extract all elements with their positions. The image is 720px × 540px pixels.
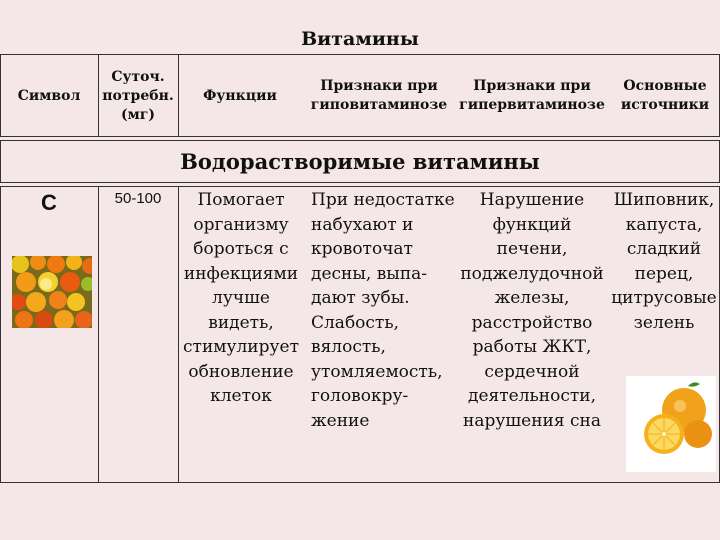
header-hypervitaminosis: Признаки при гипервитаминозе	[459, 78, 605, 113]
header-sources: Основные источники	[620, 78, 710, 113]
row-divider	[0, 186, 1, 482]
row-top-border	[0, 186, 720, 187]
header-symbol: Символ	[17, 87, 81, 104]
hypovitaminosis-text: При недостатке набухают и кровоточат десны, выпа- дают зубы. Слабость, вялость, утомляемость, головокру- жение	[311, 190, 455, 431]
header-hypovitaminosis: Признаки при гиповитаминозе	[310, 78, 448, 113]
header-bottom-border	[0, 136, 720, 137]
header-functions: Функции	[203, 87, 277, 104]
daily-dose: 50-100	[114, 190, 162, 207]
table-top-border	[0, 54, 720, 55]
table-bottom-border	[0, 482, 720, 483]
page-title: Витамины	[301, 28, 419, 50]
citrus-fruits-photo	[12, 256, 92, 328]
row-divider	[98, 186, 99, 482]
sources-text: Шиповник, капуста, сладкий перец, цитрусовые зелень	[611, 190, 717, 333]
header-divider	[178, 54, 179, 136]
vitamin-symbol: С	[41, 190, 57, 215]
functions-text: Помогает организму бороться с инфекциями лучше видеть, стимулирует обновление клеток	[183, 190, 299, 406]
section-title: Водорастворимые витамины	[180, 148, 540, 174]
hypervitaminosis-text: Нарушение функций печени, поджелудочной железы, расстройство работы ЖКТ, сердечной деятельности, нарушения сна	[460, 190, 604, 431]
row-divider	[178, 186, 179, 482]
section-bottom-border	[0, 182, 720, 183]
header-daily-need: Суточ. потребн. (мг)	[102, 68, 174, 123]
oranges-photo	[626, 376, 716, 472]
